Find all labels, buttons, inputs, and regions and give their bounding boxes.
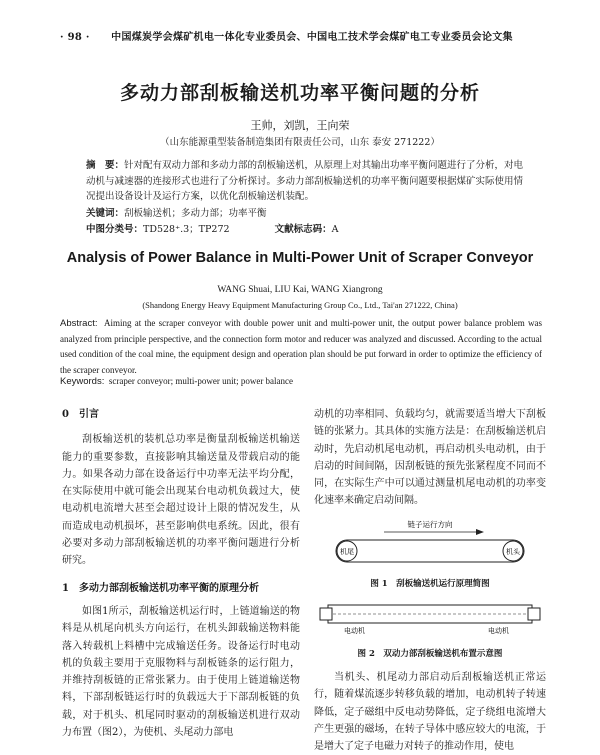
section-0-paragraph: 刮板输送机的装机总功率是衡量刮板输送机输送能力的重要参数，直接影响其输送量及带载启动的能力。如果各动力部在设备运行中功率无法平均分配，在实际使用中就可能会出现某台电动机负载过大，使电动机电流增大甚至会超过设计上限的情况发生，从而造成电动机损坏，甚至影响供电系统。因此，很有必要对多动力部刮板输送机的功率平衡问题进行分析研究。 bbox=[62, 434, 300, 567]
affiliation-en: (Shandong Energy Heavy Equipment Manufacturing Group Co., Ltd., Tai'an 271222, China) bbox=[142, 300, 458, 310]
fig2-right-label: 电动机 bbox=[488, 627, 509, 636]
figure-1 bbox=[314, 518, 546, 594]
keywords-cn-label: 关键词： bbox=[86, 208, 125, 219]
fig2-left-label: 电动机 bbox=[344, 627, 365, 636]
right-paragraph-1: 动机的功率相同、负载均匀，就需要适当增大下刮板链的张紧力。其具体的实施方法是：在刮板输送机启动时，先启动机尾电动机，再启动机头电动机，由于启动的时间间隔，因刮板链的预先张紧程度不同而不同，在实际生产中可以通过测量机尾电动机的功率变化速率来确定启动间隔。 bbox=[314, 409, 546, 507]
doc-code-label: 文献标志码： bbox=[274, 224, 332, 235]
abstract-cn bbox=[86, 158, 526, 205]
figure-1-caption: 图 1 刮板输送机运行原理简图 bbox=[370, 579, 490, 590]
page-number: · 98 · bbox=[60, 32, 90, 43]
figure-2-diagram bbox=[314, 599, 546, 639]
section-0-heading: 0 引言 bbox=[62, 409, 99, 420]
right-column bbox=[314, 406, 546, 755]
abstract-en-label: Abstract: bbox=[60, 318, 98, 329]
keywords-en bbox=[60, 376, 542, 387]
abstract-en-text: Aiming at the scraper conveyor with double power unit and multi-power unit, the output power balance problem was analyzed from principle perspective, and the connection form motor and reducer was analyzed and discussed. According to the actual used condition of the coal mine, the equipment design and operation plan should be put forward in order to optimize the efficiency of the scraper conveyor. bbox=[60, 318, 543, 375]
section-1-paragraph: 如图1所示，刮板输送机运行时，上链道输送的物料是从机尾向机头方向运行，在机头卸载输送物料能落入转载机上料槽中完成输送任务。设备运行时电动机的负载主要用于克服物料与刮板链条的运行阻力，并维持刮板链的正常张紧力。由于使用上链道输送物料，下部刮板链运行时的负载远大于下部刮板链的负载，对于机头、机尾同时驱动的刮板输送机进行双动力布置（图2），为使机、头尾动力部电 bbox=[62, 605, 300, 739]
classification-label: 中图分类号： bbox=[86, 224, 144, 235]
classification-value: TD528⁺.3；TP272 bbox=[143, 224, 230, 235]
affiliation-cn: （山东能源重型装备制造集团有限责任公司，山东 泰安 271222） bbox=[160, 137, 440, 148]
fig1-arrow-head bbox=[476, 529, 484, 535]
figure-2 bbox=[314, 599, 546, 663]
figure-2-caption: 图 2 双动力部刮板输送机布置示意图 bbox=[357, 648, 503, 659]
fig1-tail-label: 机尾 bbox=[340, 547, 354, 556]
doc-code-value: A bbox=[331, 224, 339, 235]
fig2-tail-motor bbox=[320, 608, 332, 620]
authors-cn: 王帅，刘凯，王向荣 bbox=[250, 119, 350, 132]
header-text: 中国煤炭学会煤矿机电一体化专业委员会、中国电工技术学会煤矿电工专业委员会论文集 bbox=[111, 32, 513, 43]
paper-title-en: Analysis of Power Balance in Multi-Power Unit of Scraper Conveyor bbox=[66, 250, 534, 266]
keywords-en-text: scraper conveyor; multi-power unit; power balance bbox=[108, 376, 294, 386]
fig1-chain-loop bbox=[336, 540, 524, 562]
section-1-heading: 1 多动力部刮板输送机功率平衡的原理分析 bbox=[62, 582, 259, 594]
fig1-head-label: 机头 bbox=[506, 547, 520, 556]
abstract-en bbox=[60, 316, 542, 378]
authors-en: WANG Shuai, LIU Kai, WANG Xiangrong bbox=[217, 285, 383, 295]
classification bbox=[86, 221, 526, 235]
abstract-cn-label: 摘 要： bbox=[86, 160, 125, 171]
running-header bbox=[60, 28, 560, 43]
left-column bbox=[62, 406, 300, 741]
paper-title-cn: 多动力部刮板输送机功率平衡问题的分析 bbox=[119, 82, 480, 104]
keywords-cn bbox=[86, 205, 526, 219]
right-paragraph-2: 当机头、机尾动力部启动后刮板输送机正常运行，随着煤流逐步转移负载的增加，电动机转子转速降低，定子磁组中反电动势降低，定子绕组电流增大产生更强的磁场，在转子导体中感应较大的电流，于是增大了定子电磁力对转子的推动作用，使电 bbox=[314, 671, 546, 753]
keywords-cn-text: 刮板输送机；多动力部；功率平衡 bbox=[124, 208, 267, 219]
abstract-cn-text: 针对配有双动力部和多动力部的刮板输送机，从原理上对其输出功率平衡问题进行了分析，对电动机与减速器的连接形式也进行了分析探讨。多动力部刮板输送机的功率平衡问题要根据煤矿实际使用情况提出设备设计及运行方案，以优化刮板输送机装配。 bbox=[86, 160, 524, 202]
keywords-en-label: Keywords: bbox=[60, 376, 105, 387]
fig2-head-motor bbox=[528, 608, 540, 620]
figure-1-diagram bbox=[314, 518, 546, 570]
fig1-arrow-label: 链子运行方向 bbox=[407, 519, 453, 529]
